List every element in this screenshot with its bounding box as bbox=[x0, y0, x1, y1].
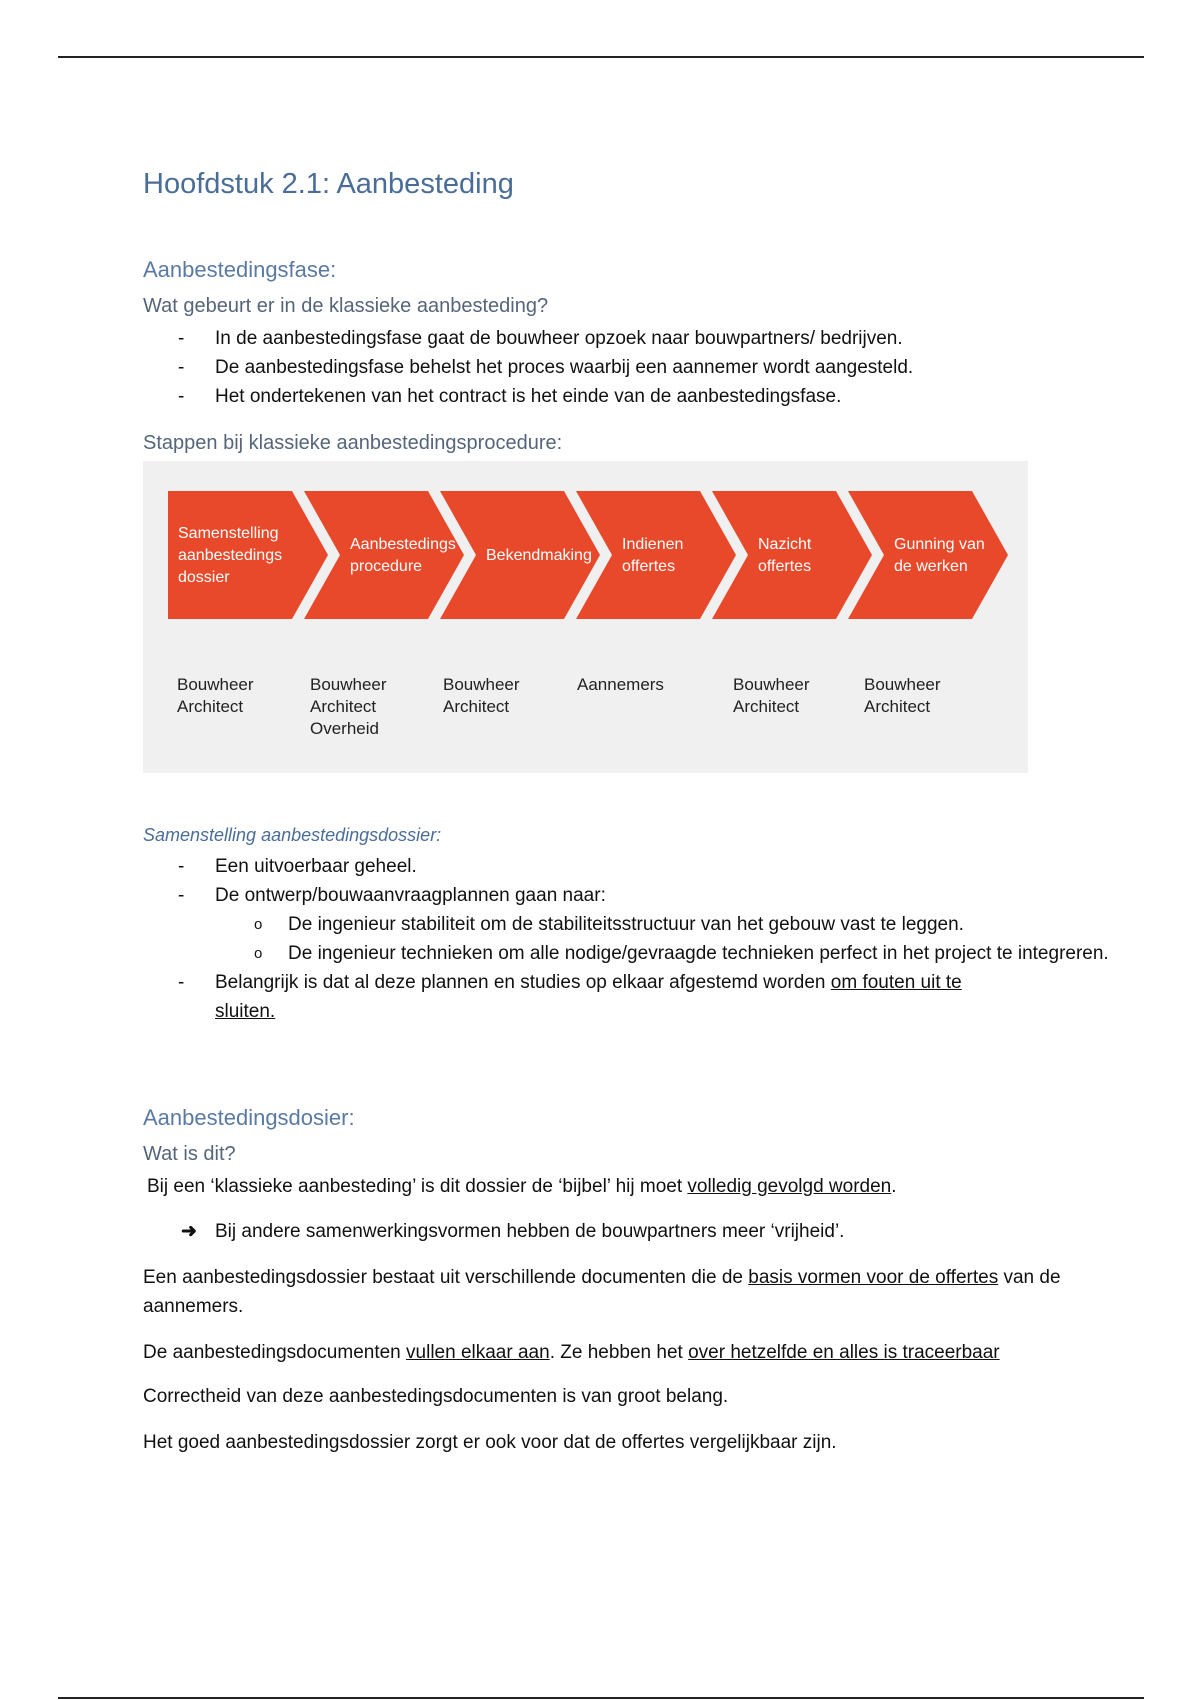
question-heading: Wat gebeurt er in de klassieke aanbesteding? bbox=[143, 295, 549, 317]
underlined-text: om fouten uit te sluiten. bbox=[215, 972, 962, 1022]
paragraph-correctheid: Correctheid van deze aanbestedingsdocumenten is van groot belang. bbox=[143, 1386, 729, 1407]
samenstelling-bullet-list bbox=[178, 852, 1109, 1026]
step-roles: Aannemers bbox=[577, 675, 664, 694]
list-item bbox=[178, 968, 965, 1026]
header-rule bbox=[58, 56, 1144, 58]
section-heading-dossier: Aanbestedingsdosier: bbox=[143, 1105, 355, 1130]
step-roles: Bouwheer Architect bbox=[864, 675, 941, 716]
paragraph-documenten bbox=[143, 1338, 1103, 1367]
chevron-step-label: Gunning van bbox=[894, 536, 985, 553]
text-run: De aanbestedingsdocumenten bbox=[143, 1342, 407, 1363]
step-roles: Bouwheer Architect bbox=[733, 675, 810, 716]
underlined-text: volledig gevolgd worden bbox=[687, 1176, 892, 1197]
paragraph-basis bbox=[143, 1263, 1068, 1321]
step-roles: Bouwheer Architect Overheid bbox=[310, 675, 387, 738]
list-item: - Een uitvoerbaar geheel. bbox=[178, 852, 1109, 881]
chevron-step-label: procedure bbox=[350, 558, 423, 575]
arrow-note-text: Bij andere samenwerkingsvormen hebben de bouwpartners meer ‘vrijheid’. bbox=[215, 1221, 845, 1242]
steps-heading: Stappen bij klassieke aanbestedingsprocedure: bbox=[143, 432, 563, 454]
footer-rule bbox=[58, 1697, 1144, 1699]
chevron-step-label: Nazicht bbox=[758, 536, 812, 553]
list-item-text: Belangrijk is dat al deze plannen en studies op elkaar afgestemd worden bbox=[215, 972, 831, 993]
underlined-text: basis vormen voor de offertes bbox=[748, 1267, 999, 1288]
paragraph-vergelijkbaar: Het goed aanbestedingsdossier zorgt er ook voor dat de offertes vergelijkbaar zijn. bbox=[143, 1432, 837, 1453]
list-item: - De aanbestedingsfase behelst het proces waarbij een aannemer wordt aangesteld. bbox=[178, 353, 913, 382]
text-run: Bij een ‘klassieke aanbesteding’ is dit dossier de ‘bijbel’ hij moet bbox=[147, 1176, 688, 1197]
chevron-process bbox=[143, 461, 1028, 773]
page-title: Hoofdstuk 2.1: Aanbesteding bbox=[143, 168, 514, 200]
arrow-note bbox=[181, 1217, 844, 1246]
sub-list-item: o De ingenieur stabiliteit om de stabiliteitsstructuur van het gebouw vast te leggen. bbox=[251, 910, 1109, 939]
list-item: - Het ondertekenen van het contract is het einde van de aanbestedingsfase. bbox=[178, 382, 913, 411]
chevron-step-label: Indienen bbox=[622, 536, 684, 553]
chevron-step-label: Bekendmaking bbox=[486, 547, 592, 564]
sub-list-item: o De ingenieur technieken om alle nodige/gevraagde technieken perfect in het project te integreren. bbox=[251, 939, 1109, 968]
text-run: . bbox=[891, 1176, 897, 1197]
chevron-step-label: de werken bbox=[894, 558, 968, 575]
text-run: Een aanbestedingsdossier bestaat uit verschillende documenten die de bbox=[143, 1267, 749, 1288]
chevron-step-label: offertes bbox=[622, 558, 676, 575]
sub-list bbox=[215, 910, 1109, 968]
chevron-step-label: Aanbestedings bbox=[350, 536, 456, 553]
section-heading-samenstelling: Samenstelling aanbestedingsdossier: bbox=[143, 825, 442, 845]
chevron-step-label: aanbestedings bbox=[178, 547, 283, 564]
step-roles: Bouwheer Architect bbox=[443, 675, 520, 716]
fase-bullet-list bbox=[178, 324, 913, 411]
text-run: van de aannemers. bbox=[143, 1267, 1061, 1317]
procedure-diagram bbox=[143, 461, 1028, 773]
step-roles: Bouwheer Architect bbox=[177, 675, 254, 716]
text-run: . Ze hebben het bbox=[549, 1342, 689, 1363]
list-item: - In de aanbestedingsfase gaat de bouwheer opzoek naar bouwpartners/ bedrijven. bbox=[178, 324, 913, 353]
chevron-step-label: offertes bbox=[758, 558, 812, 575]
question-heading-wat-is-dit: Wat is dit? bbox=[143, 1143, 236, 1165]
arrow-right-icon: ➜ bbox=[181, 1221, 197, 1242]
list-item bbox=[178, 881, 1109, 968]
chevron-step-label: Samenstelling bbox=[178, 525, 279, 542]
chevron-step-label: dossier bbox=[178, 569, 230, 586]
list-item-text: De ontwerp/bouwaanvraagplannen gaan naar: bbox=[215, 885, 606, 906]
underlined-text: vullen elkaar aan bbox=[406, 1342, 550, 1363]
underlined-text: over hetzelfde en alles is traceerbaar bbox=[688, 1342, 1000, 1363]
section-heading-aanbestedingsfase: Aanbestedingsfase: bbox=[143, 257, 337, 282]
paragraph-klassieke bbox=[147, 1172, 1047, 1201]
